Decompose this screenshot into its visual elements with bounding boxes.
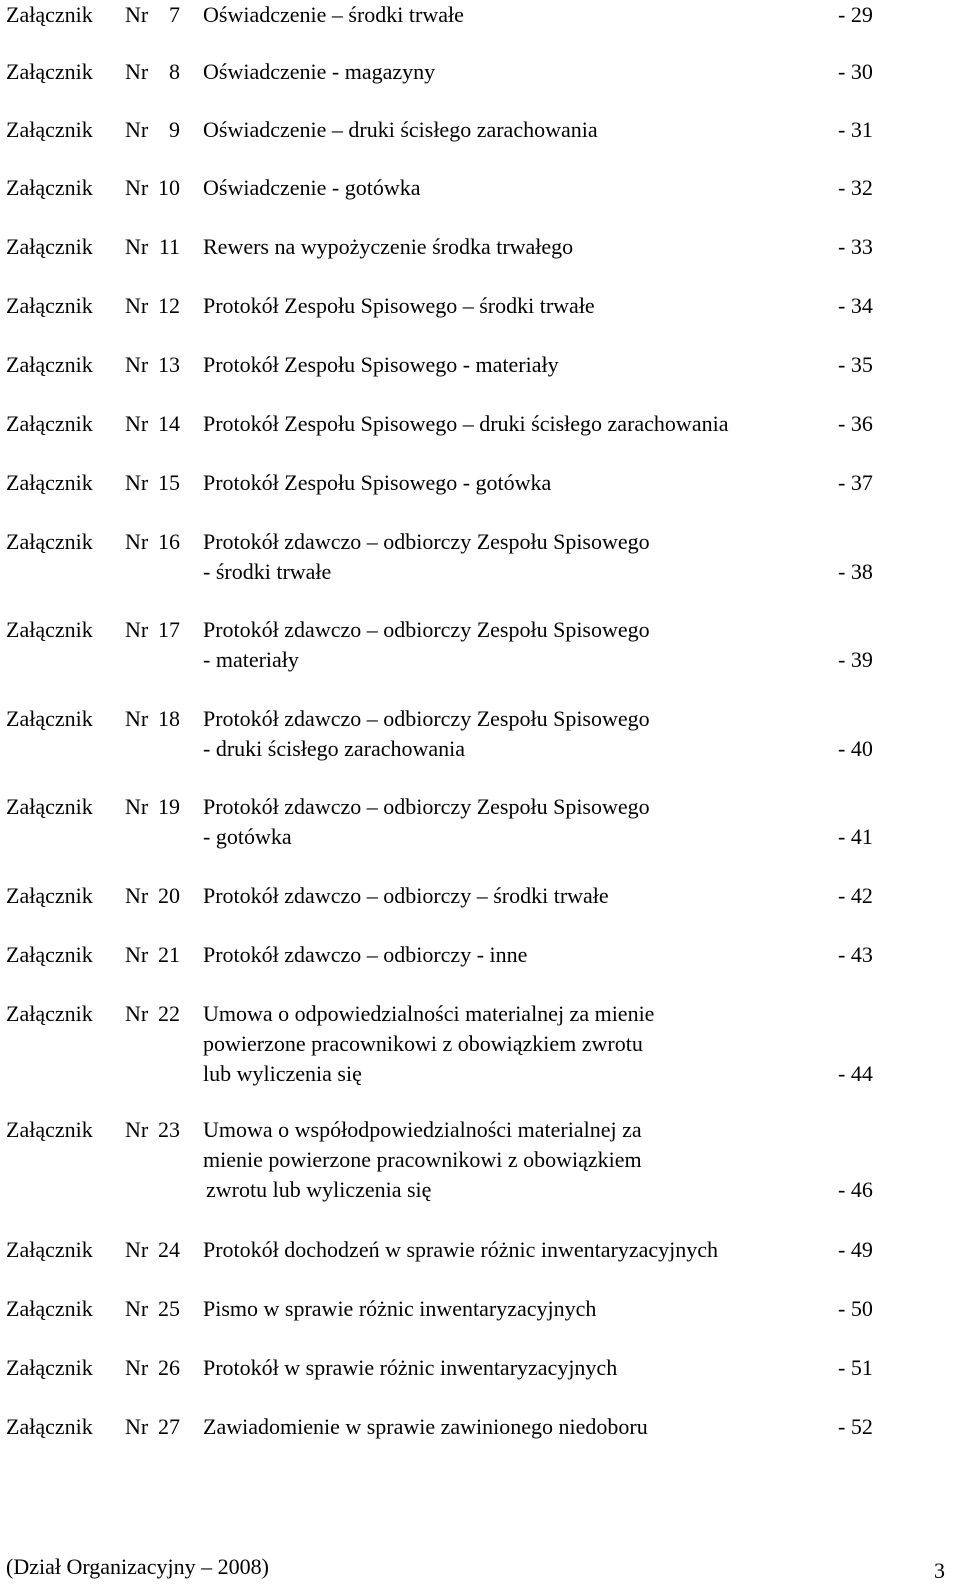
entry-label: Załącznik	[6, 1117, 93, 1142]
entry-page: - 43	[838, 942, 873, 967]
entry-number: 11	[158, 234, 180, 259]
entry-number: 24	[158, 1237, 180, 1262]
entry-title: Protokół Zespołu Spisowego - gotówka	[203, 470, 552, 495]
entry-label: Załącznik	[6, 117, 93, 142]
entry-title: Rewers na wypożyczenie środka trwałego	[203, 234, 574, 259]
entry-label: Załącznik	[6, 1414, 93, 1439]
entry-nr: Nr	[125, 1117, 149, 1142]
entry-page: - 38	[838, 559, 873, 584]
entry-page: - 30	[838, 59, 873, 84]
entry-number: 15	[158, 470, 180, 495]
toc-entry	[0, 1294, 960, 1324]
entry-title: Oświadczenie - magazyny	[203, 59, 436, 84]
entry-title-continuation: powierzone pracownikowi z obowiązkiem zwrotu	[203, 1031, 643, 1056]
toc-entry	[0, 527, 960, 584]
entry-page: - 37	[838, 470, 873, 495]
entry-nr: Nr	[125, 1296, 149, 1321]
toc-entry	[0, 940, 960, 970]
entry-page: - 46	[838, 1177, 873, 1202]
entry-page: - 32	[838, 175, 873, 200]
entry-page: - 35	[838, 352, 873, 377]
entry-number: 9	[169, 117, 180, 142]
toc-entry	[0, 350, 960, 380]
entry-title: Protokół Zespołu Spisowego – druki ścisłego zarachowania	[203, 411, 729, 436]
entry-number: 25	[158, 1296, 180, 1321]
entry-nr: Nr	[125, 175, 149, 200]
entry-nr: Nr	[125, 529, 149, 554]
entry-nr: Nr	[125, 293, 149, 318]
entry-label: Załącznik	[6, 617, 93, 642]
toc-entry	[0, 881, 960, 911]
entry-nr: Nr	[125, 883, 149, 908]
entry-page: - 41	[838, 824, 873, 849]
entry-page: - 29	[838, 2, 873, 27]
entry-page: - 33	[838, 234, 873, 259]
entry-title: Protokół Zespołu Spisowego – środki trwałe	[203, 293, 595, 318]
entry-title-continuation: zwrotu lub wyliczenia się	[206, 1177, 432, 1202]
entry-number: 10	[158, 175, 180, 200]
entry-title-continuation: - materiały	[203, 647, 299, 672]
entry-label: Załącznik	[6, 1296, 93, 1321]
entry-nr: Nr	[125, 470, 149, 495]
entry-nr: Nr	[125, 794, 149, 819]
entry-page: - 39	[838, 647, 873, 672]
toc-entry	[0, 999, 960, 1086]
entry-title-continuation: - gotówka	[203, 824, 292, 849]
entry-label: Załącznik	[6, 706, 93, 731]
entry-label: Załącznik	[6, 942, 93, 967]
toc-entry	[0, 1115, 960, 1202]
entry-title: Zawiadomienie w sprawie zawinionego niedoboru	[203, 1414, 648, 1439]
entry-title-continuation: - druki ścisłego zarachowania	[203, 736, 466, 761]
entry-page: - 36	[838, 411, 873, 436]
footer-department: (Dział Organizacyjny – 2008)	[6, 1554, 269, 1579]
entry-label: Załącznik	[6, 529, 93, 554]
entry-nr: Nr	[125, 59, 149, 84]
entry-page: - 52	[838, 1414, 873, 1439]
toc-entry	[0, 792, 960, 849]
entry-title-continuation: lub wyliczenia się	[203, 1061, 362, 1086]
entry-number: 16	[158, 529, 180, 554]
entry-label: Załącznik	[6, 794, 93, 819]
entry-label: Załącznik	[6, 1237, 93, 1262]
entry-title: Umowa o współodpowiedzialności materialnej za	[203, 1117, 642, 1142]
entry-label: Załącznik	[6, 883, 93, 908]
entry-nr: Nr	[125, 1001, 149, 1026]
entry-title: Pismo w sprawie różnic inwentaryzacyjnych	[203, 1296, 597, 1321]
entry-number: 27	[158, 1414, 180, 1439]
entry-number: 13	[158, 352, 180, 377]
entry-title: Protokół w sprawie różnic inwentaryzacyjnych	[203, 1355, 618, 1380]
entry-page: - 44	[838, 1061, 873, 1086]
toc-entry	[0, 468, 960, 498]
entry-number: 23	[158, 1117, 180, 1142]
entry-number: 22	[158, 1001, 180, 1026]
entry-nr: Nr	[125, 234, 149, 259]
entry-page: - 51	[838, 1355, 873, 1380]
entry-number: 14	[158, 411, 180, 436]
entry-number: 12	[158, 293, 180, 318]
entry-nr: Nr	[125, 352, 149, 377]
entry-number: 7	[169, 2, 180, 27]
entry-number: 21	[158, 942, 180, 967]
entry-title: Umowa o odpowiedzialności materialnej za mienie	[203, 1001, 655, 1026]
entry-title: Oświadczenie – druki ścisłego zarachowania	[203, 117, 598, 142]
entry-page: - 49	[838, 1237, 873, 1262]
toc-entry	[0, 0, 960, 30]
entry-label: Załącznik	[6, 59, 93, 84]
toc-entry	[0, 615, 960, 672]
entry-page: - 31	[838, 117, 873, 142]
footer-page-number: 3	[934, 1558, 945, 1583]
entry-label: Załącznik	[6, 1001, 93, 1026]
entry-number: 20	[158, 883, 180, 908]
entry-number: 8	[169, 59, 180, 84]
entry-number: 17	[158, 617, 180, 642]
entry-title-continuation: - środki trwałe	[203, 559, 332, 584]
entry-nr: Nr	[125, 942, 149, 967]
entry-title: Protokół zdawczo – odbiorczy Zespołu Spisowego	[203, 706, 650, 731]
entry-nr: Nr	[125, 1237, 149, 1262]
toc-entry	[0, 409, 960, 439]
entry-title: Protokół zdawczo – odbiorczy - inne	[203, 942, 528, 967]
entry-label: Załącznik	[6, 352, 93, 377]
entry-number: 26	[158, 1355, 180, 1380]
entry-page: - 34	[838, 293, 873, 318]
entry-title: Protokół zdawczo – odbiorczy Zespołu Spisowego	[203, 794, 650, 819]
toc-entry	[0, 1412, 960, 1442]
toc-entry	[0, 704, 960, 761]
entry-label: Załącznik	[6, 470, 93, 495]
entry-page: - 50	[838, 1296, 873, 1321]
entry-title: Protokół dochodzeń w sprawie różnic inwentaryzacyjnych	[203, 1237, 718, 1262]
toc-entry	[0, 57, 960, 87]
entry-title-continuation: mienie powierzone pracownikowi z obowiązkiem	[203, 1147, 642, 1172]
toc-entry	[0, 291, 960, 321]
entry-label: Załącznik	[6, 175, 93, 200]
toc-entry	[0, 1353, 960, 1383]
entry-label: Załącznik	[6, 411, 93, 436]
entry-title: Oświadczenie - gotówka	[203, 175, 421, 200]
entry-label: Załącznik	[6, 293, 93, 318]
entry-nr: Nr	[125, 1414, 149, 1439]
entry-nr: Nr	[125, 617, 149, 642]
entry-title: Oświadczenie – środki trwałe	[203, 2, 464, 27]
entry-nr: Nr	[125, 2, 149, 27]
toc-entry	[0, 1235, 960, 1265]
entry-title: Protokół zdawczo – odbiorczy – środki trwałe	[203, 883, 609, 908]
entry-number: 18	[158, 706, 180, 731]
entry-nr: Nr	[125, 1355, 149, 1380]
toc-entry	[0, 115, 960, 145]
toc-entry	[0, 173, 960, 203]
entry-title: Protokół zdawczo – odbiorczy Zespołu Spisowego	[203, 529, 650, 554]
entry-title: Protokół zdawczo – odbiorczy Zespołu Spisowego	[203, 617, 650, 642]
entry-page: - 40	[838, 736, 873, 761]
entry-nr: Nr	[125, 117, 149, 142]
entry-title: Protokół Zespołu Spisowego - materiały	[203, 352, 559, 377]
entry-number: 19	[158, 794, 180, 819]
entry-page: - 42	[838, 883, 873, 908]
entry-label: Załącznik	[6, 234, 93, 259]
entry-label: Załącznik	[6, 1355, 93, 1380]
entry-label: Załącznik	[6, 2, 93, 27]
toc-entry	[0, 232, 960, 262]
entry-nr: Nr	[125, 706, 149, 731]
entry-nr: Nr	[125, 411, 149, 436]
